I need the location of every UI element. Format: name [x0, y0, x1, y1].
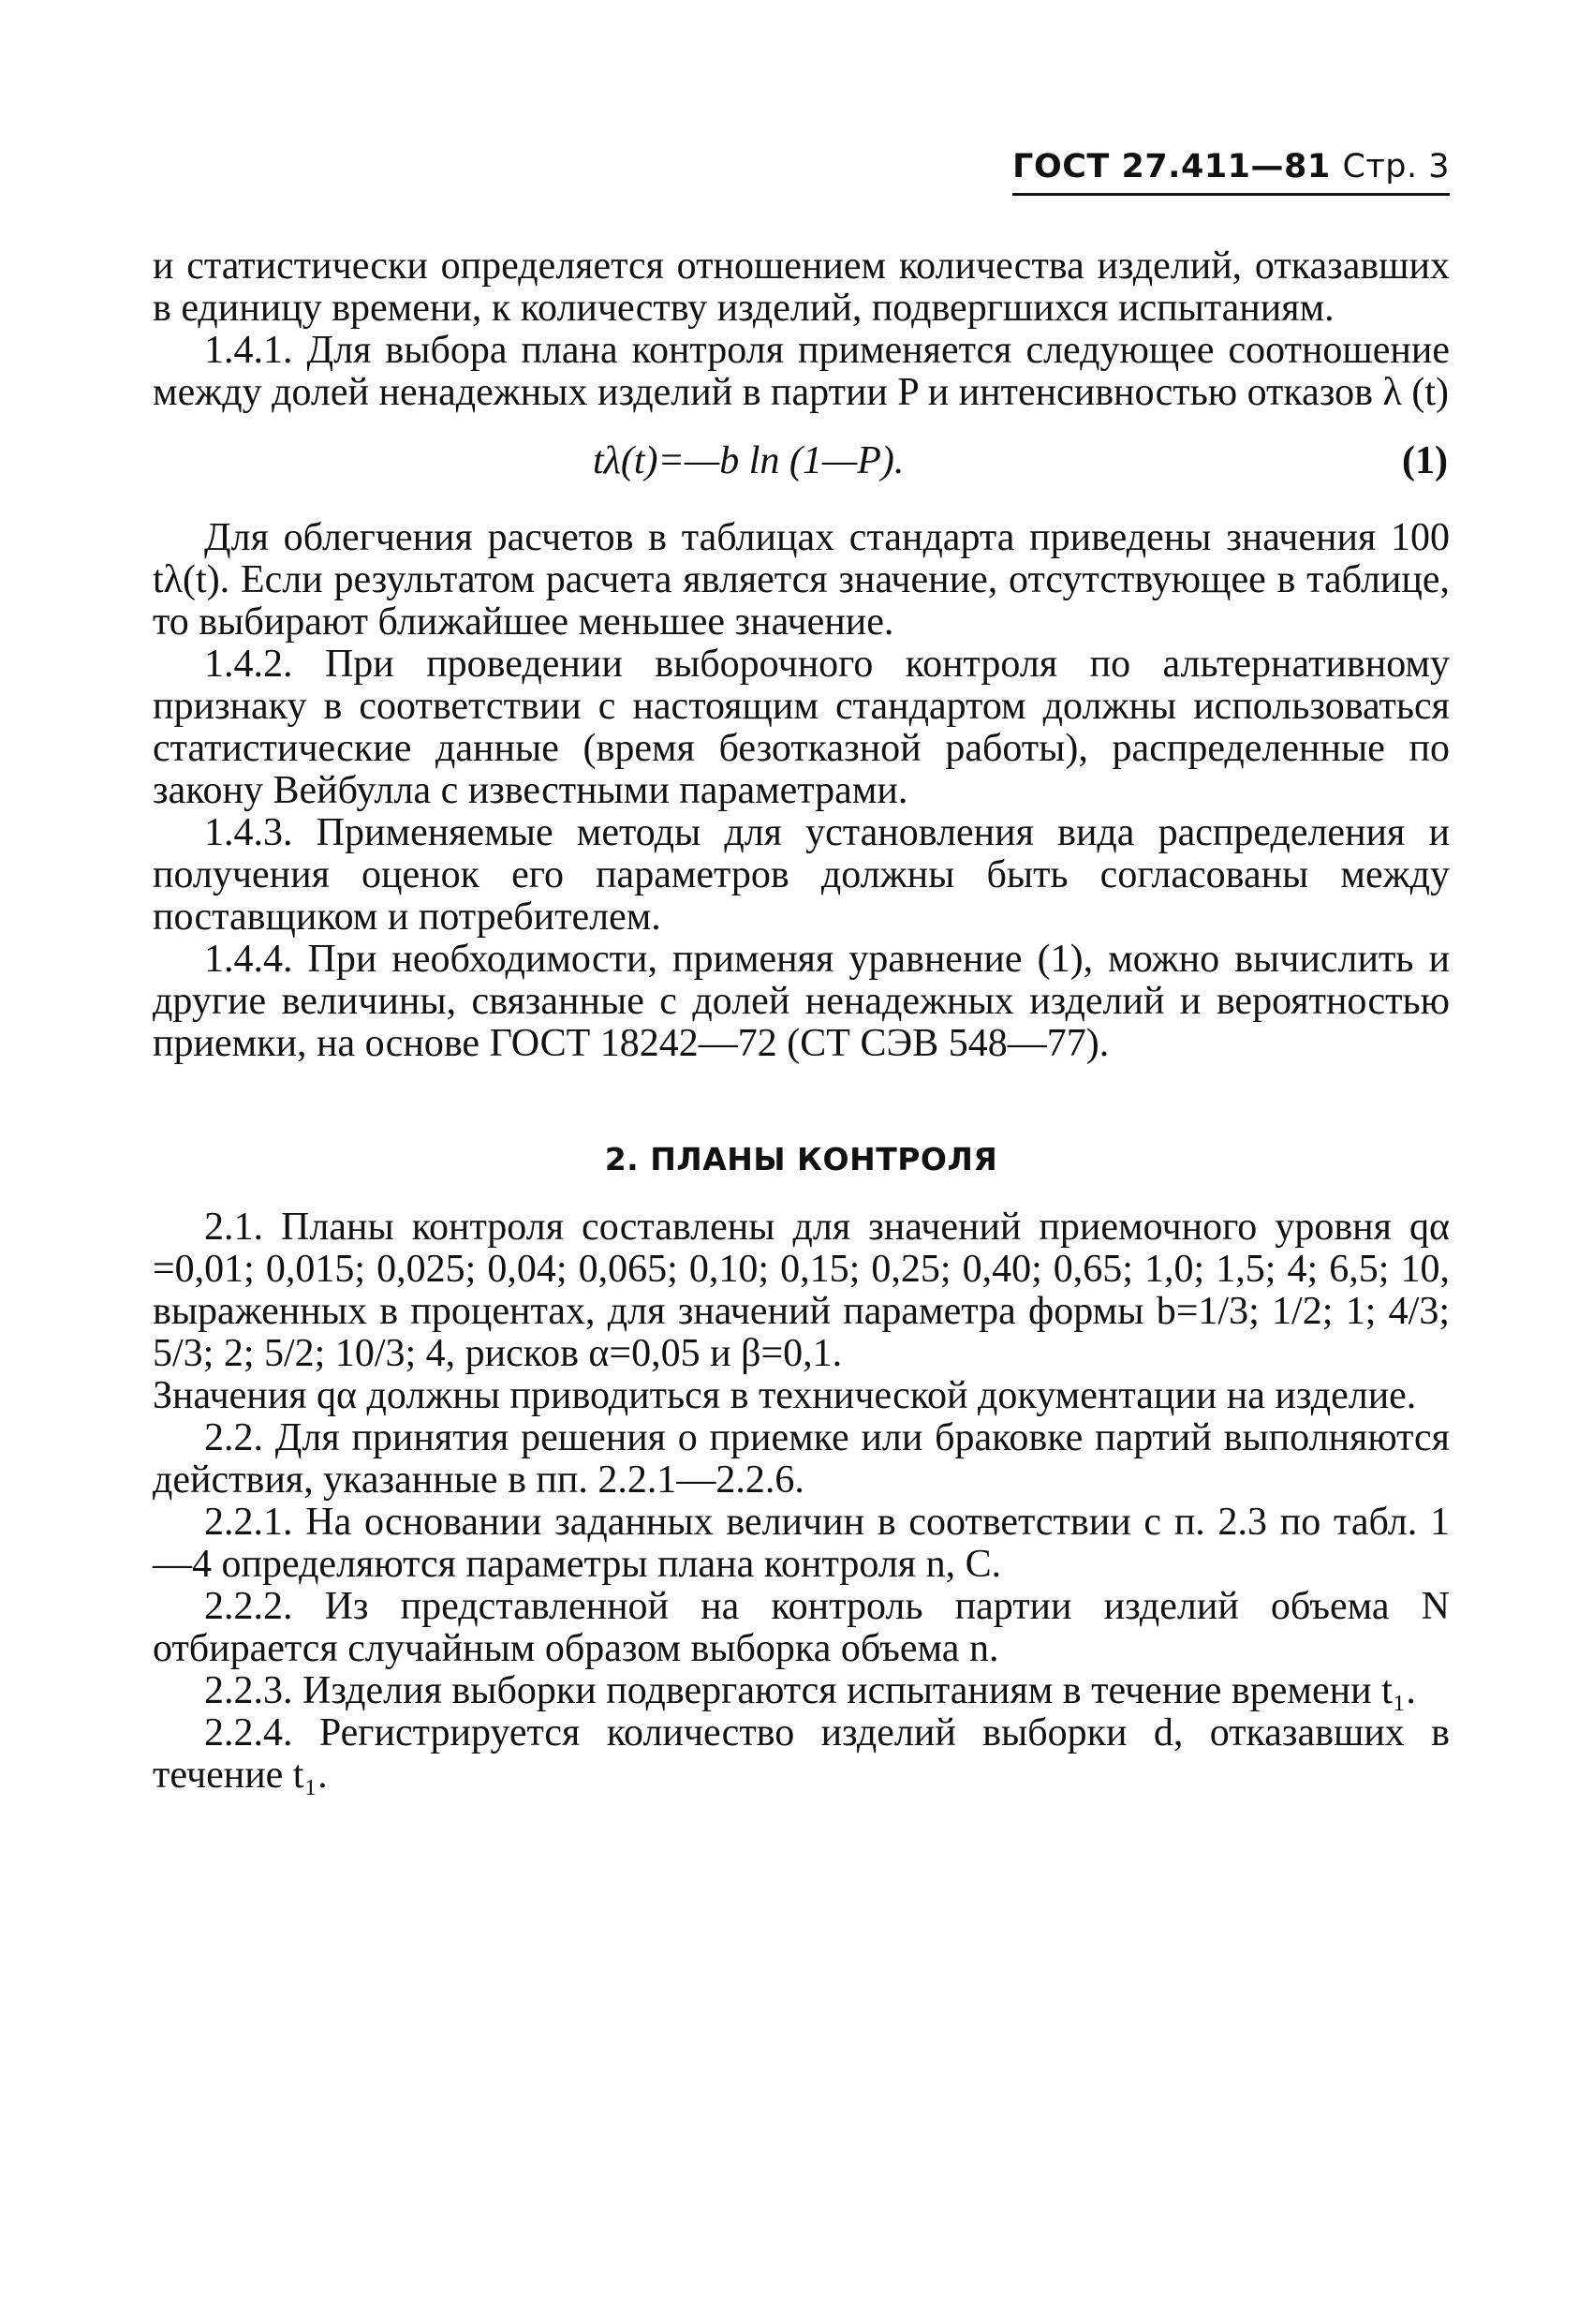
page-number: Стр. 3 — [1342, 148, 1450, 185]
page-header — [1012, 148, 1450, 196]
paragraph-continuation: и статистически определяется отношением количества изделий, отказавших в единицу времени, к количеству изделий, подвергшихся испытаниям. — [153, 244, 1450, 330]
formula-expression: tλ(t)=—b ln (1—P). — [593, 439, 905, 482]
paragraph-1-4-2: 1.4.2. При проведении выборочного контроля по альтернативному признаку в соответствии с настоящим стандартом должны использоваться статистические данные (время безотказной работы), распределенные по закону Вейбулла с известными параметрами. — [153, 643, 1450, 812]
document-body — [153, 245, 1450, 1797]
paragraph-2-2-4: 2.2.4. Регистрируется количество изделий выборки d, отказавших в течение t₁. — [153, 1711, 1450, 1797]
paragraph-1-4-4: 1.4.4. При необходимости, применяя уравнение (1), можно вычислить и другие величины, связанные с долей ненадежных изделий и вероятностью приемки, на основе ГОСТ 18242—72 (СТ СЭВ 548—77). — [153, 938, 1450, 1065]
paragraph-2-2: 2.2. Для принятия решения о приемке или браковке партий выполняются действия, указанные в пп. 2.2.1—2.2.6. — [153, 1416, 1450, 1502]
paragraph-1-4-1: 1.4.1. Для выбора плана контроля применяется следующее соотношение между долей ненадежных изделий в партии P и интенсивностью отказов λ (t) — [153, 329, 1450, 414]
standard-number: ГОСТ 27.411—81 — [1012, 148, 1331, 185]
document-page — [153, 0, 1450, 2324]
paragraph-1-4-3: 1.4.3. Применяемые методы для установления вида распределения и получения оценок его параметров должны быть согласованы между поставщиком и потребителем. — [153, 811, 1450, 939]
paragraph-2-2-2: 2.2.2. Из представленной на контроль партии изделий объема N отбирается случайным образом выборка объема n. — [153, 1585, 1450, 1670]
paragraph-2-2-1: 2.2.1. На основании заданных величин в соответствии с п. 2.3 по табл. 1—4 определяются параметры плана контроля n, C. — [153, 1501, 1450, 1586]
paragraph-2-1: 2.1. Планы контроля составлены для значений приемочного уровня qα =0,01; 0,015; 0,025; 0,04; 0,065; 0,10; 0,15; 0,25; 0,40; 0,65; 1,0; 1,5; 4; 6,5; 10, выраженных в процентах, для значений параметра формы b=1/3; 1/2; 1; 4/3; 5/3; 2; 5/2; 10/3; 4, рисков α=0,05 и β=0,1. — [153, 1206, 1450, 1375]
paragraph-calc-note: Для облегчения расчетов в таблицах стандарта приведены значения 100 tλ(t). Если результатом расчета является значение, отсутствующее в таблице, то выбирают ближайшее меньшее значение. — [153, 516, 1450, 644]
formula-1 — [153, 414, 1450, 517]
paragraph-q-alpha-note: Значения qα должны приводиться в технической документации на изделие. — [153, 1374, 1417, 1417]
section-title: 2. ПЛАНЫ КОНТРОЛЯ — [604, 1141, 998, 1177]
formula-number: (1) — [1402, 439, 1448, 482]
paragraph-2-2-3: 2.2.3. Изделия выборки подвергаются испытаниям в течение времени t₁. — [204, 1669, 1416, 1712]
